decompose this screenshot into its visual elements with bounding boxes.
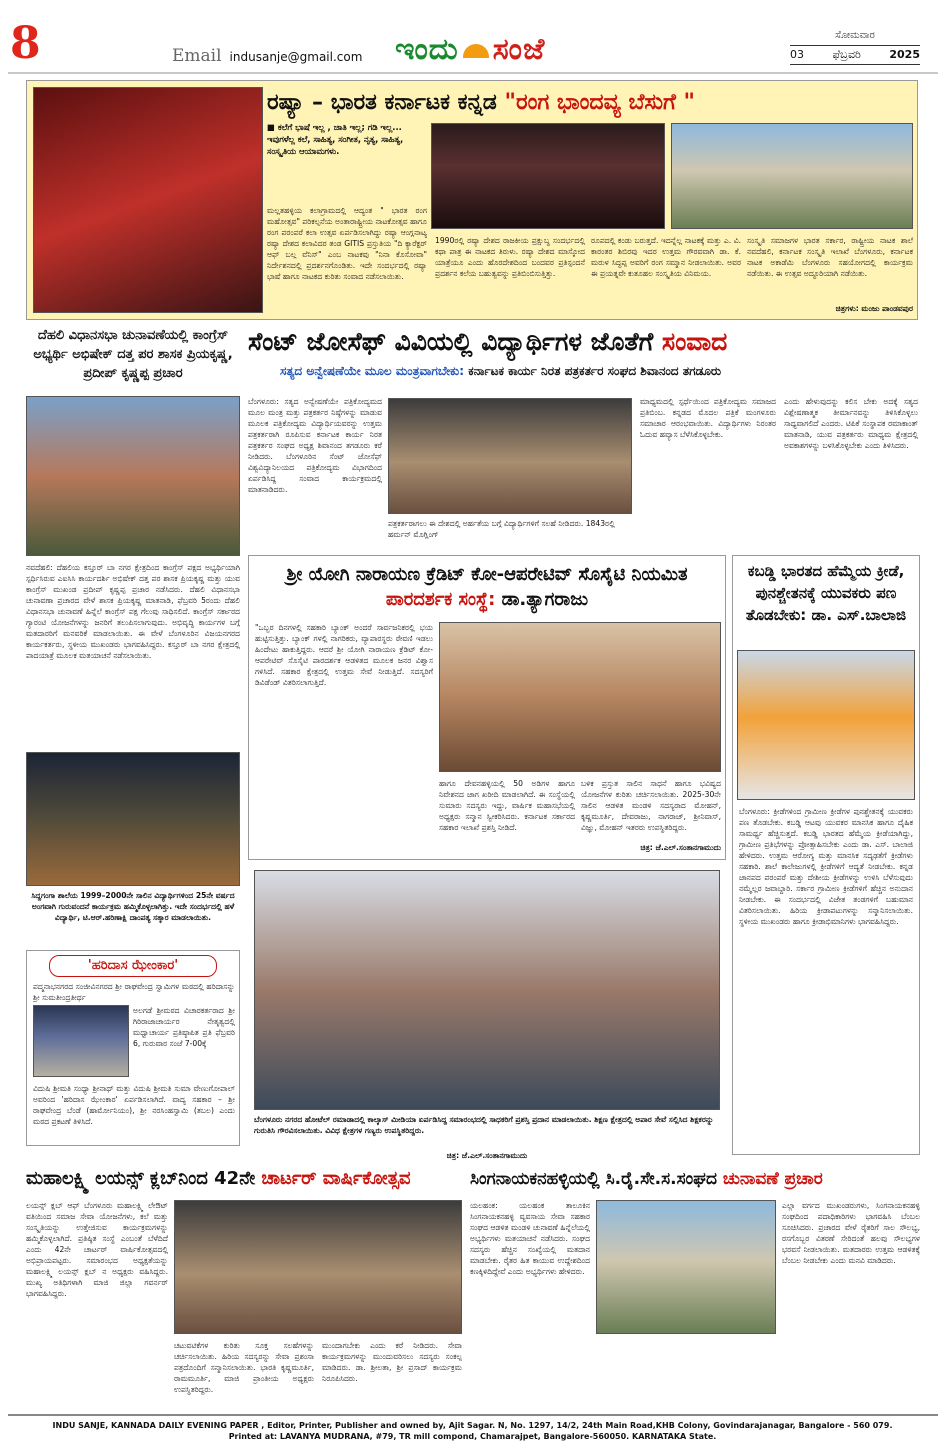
photo-kabaddi xyxy=(737,650,915,800)
story3-headline xyxy=(248,326,920,358)
story1-bullet: ■ ಕಲೆಗೆ ಭಾಷೆ ಇಲ್ಲ , ಜಾತಿ ಇಲ್ಲ; ಗಡಿ ಇಲ್ಲ... ಇವುಗಳೆಲ್ಲ ಕಲೆ, ಸಾಹಿತ್ಯ, ಸಂಗೀತ, ನೃತ್ಯ, ಸಾಹಿತ್ಯ, ಸಂಸ್ಕೃತಿಯ ಆಯಾಮಗಳು. xyxy=(267,122,404,156)
photo-society-award xyxy=(439,622,721,772)
story4-title-red: ಪಾರದರ್ಶಕ ಸಂಸ್ಥೆ: xyxy=(385,589,496,610)
story-st-joseph xyxy=(248,326,920,548)
story9-col2: ಚಟುವಟಿಕೆಗಳ ಕುರಿತು ಸೂಕ್ತ ಸಲಹೆಗಳನ್ನು ಚರ್ಚಿಸಲಾಯಿತು. ಹಿರಿಯ ಸದಸ್ಯರನ್ನು ಸೇವಾ ಪ್ರಶಂಸಾ ಪತ್ರದೊಂದಿಗೆ ಸನ್ಮಾನಿಸಲಾಯಿತು. ಭಾರತಿ ಕೃಷ್ಣಮೂರ್ತಿ, ರಾಮಮೂರ್ತಿ, ಮಾಜಿ ಪ್ರಾಂತೀಯ ಅಧ್ಯಕ್ಷರು ಉಪಸ್ಥಿತರಿದ್ದರು. xyxy=(174,1341,314,1394)
story10-title-red: ಚುನಾವಣೆ ಪ್ರಚಾರ xyxy=(722,1169,823,1189)
story-award xyxy=(248,866,726,1162)
story9-col3: ಮುಂದಾಗಬೇಕು ಎಂದು ಕರೆ ನೀಡಿದರು. ಸೇವಾ ಕಾರ್ಯಕ್ರಮಗಳನ್ನು ಮುಂದುವರಿಸಲು ಸದಸ್ಯರು ಸಂಕಲ್ಪ ಮಾಡಿದರು. ಡಾ. ಶ್ರೀಲತಾ, ಶ್ರೀ ಪ್ರಸಾದ್ ಕಾರ್ಯಕ್ರಮ ನಿರೂಪಿಸಿದರು. xyxy=(322,1341,462,1383)
story9-body: ಲಯನ್ಸ್ ಕ್ಲಬ್ ಆಫ್ ಬೆಂಗಳೂರು ಮಹಾಲಕ್ಷ್ಮಿ ಲೇಔಟ್ ವತಿಯಿಂದ ಸಮಾಜ ಸೇವಾ ಯೋಜನೆಗಳು, ಕಲೆ ಮತ್ತು ಸಂಸ್ಕೃತಿಯನ್ನು ಉತ್ತೇಜಿಸುವ ಕಾರ್ಯಕ್ರಮಗಳನ್ನು ಹಮ್ಮಿಕೊಳ್ಳಲಾಗಿದೆ. ಪ್ರತಿಷ್ಠಿತ ಸಂಸ್ಥೆ ಎಂಬಂತೆ ಬೆಳೆದಿದೆ ಎಂದು 42ನೇ ಚಾರ್ಟರ್ ವಾರ್ಷಿಕೋತ್ಸವದಲ್ಲಿ ಅಭಿಪ್ರಾಯಪಟ್ಟರು. ಸಮಾರಂಭದ ಅಧ್ಯಕ್ಷತೆಯನ್ನು ಮಹಾಲಕ್ಷ್ಮಿ ಲಯನ್ಸ್ ಕ್ಲಬ್ ನ ಅಧ್ಯಕ್ಷರು ವಹಿಸಿದ್ದರು. ಮುಖ್ಯ ಅತಿಥಿಗಳಾಗಿ ಮಾಜಿ ಜಿಲ್ಲಾ ಗವರ್ನರ್ ಭಾಗವಹಿಸಿದ್ದರು. xyxy=(26,1201,168,1298)
story4-col3: ಬಳಿಕ ಪ್ರಸ್ತುತ ಸಾಲಿನ ಸಾಧನೆ ಹಾಗೂ ಭವಿಷ್ಯದ ಯೋಜನೆಗಳ ಕುರಿತು ಚರ್ಚಿಸಲಾಯಿತು. 2025-30ನೇ ಸಾಲಿನ ಆಡಳಿತ ಮಂಡಳಿ ಸದಸ್ಯರಾದ ಮೋಹನ್, ಕೃಷ್ಣಮೂರ್ತಿ, ದೇವರಾಜು, ನಾಗರಾಜ್, ಶ್ರೀನಿವಾಸ್, ವಿಜ್ಞು, ಮೋಹನ್ ಇತರರು ಉಪಸ್ಥಿತರಿದ್ದರು. xyxy=(581,779,721,832)
story-russia-india xyxy=(26,80,918,320)
story10-title-black: ಸಿಂಗನಾಯಕನಹಳ್ಳಿಯಲ್ಲಿ ಸಿ.ರೈ.ಸೇ.ಸ.ಸಂಘದ xyxy=(470,1169,717,1189)
email-address: indusanje@gmail.com xyxy=(229,50,363,64)
story3-title-black: ಸೆಂಟ್ ಜೋಸೆಫ್ ವಿವಿಯಲ್ಲಿ ವಿದ್ಯಾರ್ಥಿಗಳ ಜೊತೆಗೆ xyxy=(248,327,654,356)
story3-subtitle xyxy=(248,362,920,380)
dateline xyxy=(790,30,920,65)
masthead-right: ಸಂಜೆ xyxy=(492,32,546,67)
story1-col2: 1990ರಲ್ಲಿ ರಷ್ಯಾ ದೇಶದ ರಾಜಕೀಯ ಪ್ರಕ್ಷುಬ್ಧ ಸಂದರ್ಭದಲ್ಲಿ ಕಥಾ ಪಾತ್ರ ಈ ನಾಟಕದ ತಿರುಳು. ರಷ್ಯಾ ದೇಶದ ಮಾಸ್ಕೋದ ಯಾತ್ರೆಯೂ ಎಂದು ಹೊರದೇಶದಿಂದ ಬಂದವರ ಪ್ರತಿಸ್ಪಂದನೆ ಪ್ರದರ್ಶನ ಕಲೆಯ ಬಹುತ್ವವನ್ನು ಪ್ರತಿಬಿಂಬಿಸುತ್ತಿತ್ತು. xyxy=(435,236,585,278)
story2-headline: ದೆಹಲಿ ವಿಧಾನಸಭಾ ಚುನಾವಣೆಯಲ್ಲಿ ಕಾಂಗ್ರೆಸ್ ಅಭ್ಯರ್ಥಿ ಅಭಿಷೇಕ್ ದತ್ತ ಪರ ಶಾಸಕ ಪ್ರಿಯಕೃಷ್ಣ, ಪ್ರದೀಪ್ ಕೃಷ್ಣಪ್ಪ ಪ್ರಚಾರ xyxy=(33,328,233,381)
story-lions-club xyxy=(26,1166,462,1410)
page-number: 8 xyxy=(10,18,41,69)
story1-title-red: "ರಂಗ ಭಾಂದವ್ಯ ಬೆಸುಗೆ " xyxy=(504,90,695,115)
story-delhi-election xyxy=(26,326,240,748)
masthead-left: ಇಂದು xyxy=(395,32,459,67)
story9-title-red: ಚಾರ್ಟರ್ ವಾರ್ಷಿಕೋತ್ಸವ xyxy=(261,1168,411,1189)
story-singanayakanahalli xyxy=(470,1166,920,1410)
story4-col2: ಹಾಗೂ ದೇವನಹಳ್ಳಿಯಲ್ಲಿ 50 ಅಡಿಗಳ ಹಾಗೂ ನಿವೇಶನದ ಜಾಗ ಖರೀದಿ ಮಾಡಲಾಗಿದೆ. ಈ ಸಂಸ್ಥೆಯಲ್ಲಿ ಸುಮಾರು ಸದಸ್ಯರು ಇದ್ದು, ವಾರ್ಷಿಕ ಮಹಾಸಭೆಯಲ್ಲಿ ಅಧ್ಯಕ್ಷರು ಸನ್ಮಾನ ಸ್ವೀಕರಿಸಿದರು. ಕರ್ನಾಟಕ ಸರ್ಕಾರದ ಸಹಕಾರ ಇಲಾಖೆ ಪ್ರಶಸ್ತಿ ನೀಡಿದೆ. xyxy=(439,779,575,832)
imprint-line-2: Printed at: LAVANYA MUDRANA, #79, TR mill compond, Chamarajpet, Bangalore-560050. KARNATAKA State. xyxy=(228,1432,717,1441)
story-kabaddi xyxy=(732,555,920,1155)
story-haridasa xyxy=(26,950,240,1146)
story3-photo-caption: ಪತ್ರಕರ್ತರಾಗಲು ಈ ದೇಶದಲ್ಲಿ ಅರ್ಹತೆಯ ಬಗ್ಗೆ ವಿದ್ಯಾರ್ಥಿಗಳಿಗೆ ಸಲಹೆ ನೀಡಿದರು. 1843ರಲ್ಲಿ ಹರ್ಮನ್ ಮೊಗ್ಲಿಂಗ್ xyxy=(388,519,615,539)
date-year: 2025 xyxy=(889,48,920,61)
date-month: ಫೆಬ್ರವರಿ xyxy=(832,48,861,61)
story3-col4: ಎಂದು ಹೇಳುವುದನ್ನು ಕಲಿಸ ಬೇಕು ಅದಕ್ಕೆ ಸತ್ಯದ ವಿಶ್ಲೇಷಣಾತ್ಮಕ ತೀರ್ಮಾನವನ್ನು ತಿಳಿಸಿಕೊಳ್ಳಲು ಸಾಧ್ಯವಾಗಲಿದೆ ಎಂದರು. ಟಿಪಿಕೆ ಸಂಸ್ಥಾಪಕ ರಮಾಕಾಂತ್ ಮಾತನಾಡಿ, ಯುವ ಪತ್ರಕರ್ತರು ಮಾಧ್ಯಮ ಕ್ಷೇತ್ರದಲ್ಲಿ ಅವಕಾಶಗಳನ್ನು ಬಳಸಿಕೊಳ್ಳಬೇಕು ಎಂದು ತಿಳಿಸಿದರು. xyxy=(784,397,918,450)
story7-headline: 'ಹರಿದಾಸ ಝೇಂಕಾರ' xyxy=(49,955,217,977)
photo-campaign-group xyxy=(596,1200,776,1334)
story4-headline xyxy=(249,556,725,612)
story5-body: ಬೆಂಗಳೂರು: ಕ್ರೀಡೆಗಳಿಂದ ಗ್ರಾಮೀಣ ಕ್ರೀಡೆಗಳ ಪುನಶ್ಚೇತನಕ್ಕೆ ಯುವಕರು ಪಣ ತೊಡಬೇಕು. ಕಬಡ್ಡಿ ಆಟವು ಯುವಕರ ಮಾನಸಿಕ ಹಾಗೂ ದೈಹಿಕ ಸಾಮರ್ಥ್ಯ ಹೆಚ್ಚಿಸುತ್ತದೆ. ಕಬಡ್ಡಿ ಭಾರತದ ಹೆಮ್ಮೆಯ ಕ್ರೀಡೆಯಾಗಿದ್ದು, ಗ್ರಾಮೀಣ ಪ್ರತಿಭೆಗಳನ್ನು ಪ್ರೋತ್ಸಾಹಿಸಬೇಕು ಎಂದು ಡಾ. ಎಸ್. ಬಾಲಾಜಿ ಹೇಳಿದರು. ಉತ್ತಮ ಆರೋಗ್ಯ ಮತ್ತು ಮಾನಸಿಕ ಸದೃಢತೆಗೆ ಕ್ರೀಡೆಗಳು ಸಹಕಾರಿ. ಶಾಲೆ ಕಾಲೇಜುಗಳಲ್ಲಿ ಕ್ರೀಡೆಗಳಿಗೆ ಆದ್ಯತೆ ನೀಡಬೇಕು. ಕನ್ನಡ ಜಾನಪದ ಪರಂಪರೆ ಮತ್ತು ದೇಶೀಯ ಕ್ರೀಡೆಗಳನ್ನು ಉಳಿಸಿ ಬೆಳೆಸುವುದು ನಮ್ಮೆಲ್ಲರ ಜವಾಬ್ದಾರಿ. ಸರ್ಕಾರ ಗ್ರಾಮೀಣ ಕ್ರೀಡೆಗಳಿಗೆ ಹೆಚ್ಚಿನ ಅನುದಾನ ನೀಡಬೇಕು. ಈ ಸಂದರ್ಭದಲ್ಲಿ ವಿಜೇತ ತಂಡಗಳಿಗೆ ಬಹುಮಾನ ವಿತರಿಸಲಾಯಿತು. ಹಿರಿಯ ಕ್ರೀಡಾಪಟುಗಳನ್ನು ಸನ್ಮಾನಿಸಲಾಯಿತು. ಸ್ಥಳೀಯ ಮುಖಂಡರು ಹಾಗೂ ಕ್ರೀಡಾಭಿಮಾನಿಗಳು ಭಾಗವಹಿಸಿದ್ದರು. xyxy=(739,807,913,926)
story10-col1: ಯಲಹಂಕ: ಯಲಹಂಕ ತಾಲೂಕಿನ ಸಿಂಗನಾಯಕನಹಳ್ಳಿ ವ್ಯವಸಾಯ ಸೇವಾ ಸಹಕಾರ ಸಂಘದ ಆಡಳಿತ ಮಂಡಳಿ ಚುನಾವಣೆ ಹಿನ್ನೆಲೆಯಲ್ಲಿ ಅಭ್ಯರ್ಥಿಗಳು ಮತಯಾಚನೆ ನಡೆಸಿದರು. ಸಂಘದ ಸದಸ್ಯರು ಹೆಚ್ಚಿನ ಸಂಖ್ಯೆಯಲ್ಲಿ ಮತದಾನ ಮಾಡಬೇಕು. ರೈತರ ಹಿತ ಕಾಯುವ ಉದ್ದೇಶದಿಂದ ಕಣಕ್ಕಿಳಿದಿದ್ದೇವೆ ಎಂದು ಅಭ್ಯರ್ಥಿಗಳು ಹೇಳಿದರು. xyxy=(470,1201,590,1276)
story4-col1: "ಒಬ್ಬರ ದಿನಗಳಲ್ಲಿ ಸಹಕಾರಿ ಬ್ಯಾಂಕ್ ಅಂದರೆ ಸಾರ್ವಜನಿಕರಲ್ಲಿ ಭಯ ಹುಟ್ಟಿಸುತ್ತಿತ್ತು. ಬ್ಯಾಂಕ್ ಗಳಲ್ಲಿ ನಾಗರಿಕರು, ವ್ಯಾಪಾರಸ್ಥರು ಠೇವಣಿ ಇಡಲು ಹಿಂದೇಟು ಹಾಕುತ್ತಿದ್ದರು. ಆದರೆ ಶ್ರೀ ಯೋಗಿ ನಾರಾಯಣ ಕ್ರೆಡಿಟ್ ಕೋ-ಆಪರೇಟಿವ್ ಸೊಸೈಟಿ ಪಾರದರ್ಶಕ ಆಡಳಿತದ ಮೂಲಕ ಜನರ ವಿಶ್ವಾಸ ಗಳಿಸಿದೆ. ಸಹಕಾರ ಕ್ಷೇತ್ರದಲ್ಲಿ ಉತ್ತಮ ಸೇವೆ ನೀಡುತ್ತಿದೆ. ಸದಸ್ಯರಿಗೆ ಡಿವಿಡೆಂಡ್ ವಿತರಿಸಲಾಗುತ್ತಿದೆ. xyxy=(255,623,433,687)
story5-headline: ಕಬಡ್ಡಿ ಭಾರತದ ಹೆಮ್ಮೆಯ ಕ್ರೀಡೆ, ಪುನಶ್ಚೇತನಕ್ಕೆ ಯುವಕರು ಪಣ ತೊಡಬೇಕು: ಡಾ. ಎಸ್.ಬಾಲಾಜಿ xyxy=(745,562,907,624)
dateline-day: ಸೋಮವಾರ xyxy=(835,30,875,41)
sun-icon xyxy=(463,44,489,58)
story3-col1: ಬೆಂಗಳೂರು: ಸತ್ಯದ ಅನ್ವೇಷಣೆಯೇ ಪತ್ರಿಕೋದ್ಯಮದ ಮೂಲ ಮಂತ್ರ ಮತ್ತು ಪತ್ರಕರ್ತರ ನಿಷ್ಠೆಗಳನ್ನು ಮಾಡುವ ಮೂಲಕ ಪತ್ರಿಕೋದ್ಯಮ ವಿದ್ಯಾರ್ಥಿಯವರನ್ನು ಉತ್ತಮ ಪತ್ರಕರ್ತರಾಗಿ ರೂಪಿಸುವ ಕರ್ನಾಟಕ ಕಾರ್ಯ ನಿರತ ಪತ್ರಕರ್ತರ ಸಂಘದ ಅಧ್ಯಕ್ಷ ಶಿವಾನಂದ ತಗಡೂರು ಕರೆ ನೀಡಿದರು. ಬೆಂಗಳೂರಿನ ಸೆಂಟ್ ಜೋಸೆಫ್ ವಿಶ್ವವಿದ್ಯಾನಿಲಯದ ಪತ್ರಿಕೋದ್ಯಮ ವಿಭಾಗದಿಂದ ಏರ್ಪಡಿಸಿದ್ದ ಸಂವಾದ ಕಾರ್ಯಕ್ರಮದಲ್ಲಿ ಮಾತನಾಡಿದರು. xyxy=(248,397,382,494)
story3-subtitle-black: ಕರ್ನಾಟಕ ಕಾರ್ಯ ನಿರತ ಪತ್ರಕರ್ತರ ಸಂಘದ ಶಿವಾನಂದ ತಗಡೂರು xyxy=(468,364,722,378)
dateline-date xyxy=(790,45,920,65)
story4-title-black: ಶ್ರೀ ಯೋಗಿ ನಾರಾಯಣ ಕ್ರೆಡಿಟ್ ಕೋ-ಆಪರೇಟಿವ್ ಸೊಸೈಟಿ ನಿಯಮಿತ xyxy=(286,564,688,585)
story9-title-black: ಮಹಾಲಕ್ಷ್ಮಿ ಲಯನ್ಸ್ ಕ್ಲಬ್‌ನಿಂದ 42ನೇ xyxy=(26,1168,256,1189)
story1-col4: ಸಂಸ್ಕೃತಿ ಸಮಾಜಗಳ ಭಾರತ ಸರ್ಕಾರ, ರಾಷ್ಟ್ರೀಯ ನಾಟಕ ಶಾಲೆ ನವದೆಹಲಿ, ಕರ್ನಾಟಕ ಸಂಸ್ಕೃತಿ ಇಲಾಖೆ ಬೆಂಗಳೂರು, ಕರ್ನಾಟಕ ನಾಟಕ ಅಕಾಡೆಮಿ ಬೆಂಗಳೂರು ಸಹಯೋಗದಲ್ಲಿ ಕಾರ್ಯಕ್ರಮ ನಡೆಯಿತು. ಈ ಉತ್ಸವ ಅದ್ಧೂರಿಯಾಗಿ ನಡೆಯಿತು. xyxy=(747,236,913,278)
story1-headline xyxy=(267,89,917,117)
imprint-line-1: INDU SANJE, KANNADA DAILY EVENING PAPER , Editor, Printer, Publisher and owned by, Ajit Sagar. N, No. 1297, 14/2, 24th Main Road,KHB Colony, Govindarajanagar, Bangalore - 560 079. xyxy=(52,1421,893,1430)
story1-col1: ಮಲ್ಲತಹಳ್ಳಿಯ ಕಲಾಗ್ರಾಮದಲ್ಲಿ ಆದ್ಯಂತ " ಭಾರತ ರಂಗ ಮಹೋತ್ಸವ" ಪರಿಕಲ್ಪನೆಯ ಅಂತಾರಾಷ್ಟ್ರೀಯ ನಾಟಕೋತ್ಸವ ಹಾಗೂ ರಂಗ ಪರಂಪರೆ ಕಲಾ ಉತ್ಸವ ಏರ್ಪಡಿಸಲಾಗಿದ್ದು ರಷ್ಯಾ ಆಂಗ್ಲನಾಟ್ಯ ರಷ್ಯಾ ದೇಶದ ಕಲಾವಿದರ ತಂಡ GITIS ಪ್ರಸ್ತುತಿಯ "ದಿ ಕ್ಯಾರೆಕ್ಟರ್ ಆಫ್ ಬಲ್ಗ ವೆನಿಸ್" ಎಂಬ ನಾಟಕವು "ನಿನಾ ಕೊಸೋವಾ" ನಿರ್ದೇಶನದಲ್ಲಿ ಪ್ರದರ್ಶನಗೊಂಡಿತು. ಇದೇ ಸಂದರ್ಭದಲ್ಲಿ ರಷ್ಯಾ ಭಾಷೆ ಹಾಗೂ ನಾಟಕದ ಕುರಿತು ಸಂವಾದ ನಡೆಸಲಾಯಿತು. xyxy=(267,206,427,281)
photo-stage xyxy=(431,123,665,229)
story6-caption: ಸಿದ್ದಗಂಗಾ ಶಾಲೆಯ 1999–2000ನೇ ಸಾಲಿನ ವಿದ್ಯಾರ್ಥಿಗಳಿಂದ 25ನೇ ವರ್ಷದ ಅಂಗವಾಗಿ ಗುರುವಂದನೆ ಕಾರ್ಯಕ್ರಮ ಹಮ್ಮಿಕೊಳ್ಳಲಾಗಿತ್ತು. ಇದೇ ಸಂದರ್ಭದಲ್ಲಿ ಹಳೆ ವಿದ್ಯಾರ್ಥಿ, ಟಿ.ಆರ್.ಹರಿಣಾಕ್ಷಿ ದಾಂಪತ್ಯ ಸತ್ಕಾರ ಮಾಡಲಾಯಿತು. xyxy=(31,891,235,922)
story1-title-black: ರಷ್ಯಾ – ಭಾರತ ಕರ್ನಾಟಕ ಕನ್ನಡ xyxy=(267,90,497,115)
footer-rule xyxy=(8,1414,938,1416)
imprint xyxy=(0,1420,945,1442)
story3-subtitle-blue: ಸತ್ಯದ ಅನ್ವೇಷಣೆಯೇ ಮೂಲ ಮಂತ್ರವಾಗಬೇಕು: xyxy=(280,364,465,378)
date-day: 03 xyxy=(790,48,804,61)
story4-title-end: ಡಾ.ತ್ಯಾಗರಾಜು xyxy=(501,589,589,610)
story1-credit: ಚಿತ್ರಗಳು: ಮಂಜು ಪಾಂಡವಪುರ xyxy=(835,304,913,313)
story8-credit: ಚಿತ್ರ: ಜೆ.ಎಲ್.ಸಂತಾನಗಾಮುದು xyxy=(446,1151,528,1160)
story10-headline xyxy=(470,1166,920,1192)
photo-school xyxy=(26,752,240,886)
photo-campaign xyxy=(26,396,240,556)
masthead-logo xyxy=(395,32,545,67)
story1-col3: ರೂಪದಲ್ಲಿ ಕಂಡು ಬರುತ್ತದೆ. ಇದನ್ನೆಲ್ಲ ನಾಟಕಕ್ಕೆ ಮತ್ತು ಎ. ವಿ. ಕಾರಂತರ ಶಿಬಿರವು ಇದರ ಉತ್ತಮ ಗೌರವವಾಗಿ ಡಾ. ಕೆ. ಮರುಳ ಸಿದ್ಧಪ್ಪ ಅವರಿಗೆ ರಂಗ ಸಮ್ಮಾನ ನೀಡಲಾಯಿತು. ಅವರ ಈ ಪ್ರಯತ್ನವೇ ಕುತೂಹಲ ಸಂಸ್ಕೃತಿಯ ವಿನಿಮಯ. xyxy=(591,236,741,278)
story3-col3: ಮಾಧ್ಯಮದಲ್ಲಿ ಸ್ಪರ್ಧೆಯಿಂದ ಪತ್ರಿಕೋದ್ಯಮ ಸಮಾಜದ ಪ್ರತಿಬಿಂಬ. ಕನ್ನಡದ ಮೊದಲ ಪತ್ರಿಕೆ ಮಂಗಳೂರು ಸಮಾಚಾರ ಆರಂಭವಾಯಿತು. ವಿದ್ಯಾರ್ಥಿಗಳು ನಿರಂತರ ಓದುವ ಹವ್ಯಾಸ ಬೆಳೆಸಿಕೊಳ್ಳಬೇಕು. xyxy=(640,397,776,439)
header-rule xyxy=(8,72,938,74)
story7-intro: ಪದ್ಮನಾಭನಗರದ ಸಂಜೀವಿನಗರದ ಶ್ರೀ ರಾಘವೇಂದ್ರ ಸ್ವಾಮಿಗಳ ಮಠದಲ್ಲಿ ಹರಿದಾಸನ್ನು ಶ್ರೀ ಸುಮತೀಂದ್ರತೀರ್ಥ xyxy=(33,982,235,1002)
story-school-reunion xyxy=(26,752,240,944)
story9-headline xyxy=(26,1166,462,1192)
story8-caption: ಬೆಂಗಳೂರು ನಗರದ ಹೋಟೆಲ್ ರಮಾಡಾದಲ್ಲಿ ಕಾಲ್ಕಾಸ್ ಮೀಡಿಯಾ ಏರ್ಪಡಿಸಿದ್ದ ಸಮಾರಂಭದಲ್ಲಿ ಸಾಧಕರಿಗೆ ಪ್ರಶಸ್ತಿ ಪ್ರದಾನ ಮಾಡಲಾಯಿತು. ಶಿಕ್ಷಣ ಕ್ಷೇತ್ರದಲ್ಲಿ ಅಪಾರ ಸೇವೆ ಸಲ್ಲಿಸಿದ ಶಿಕ್ಷಕರನ್ನು ಗುರುತಿಸಿ ಗೌರವಿಸಲಾಯಿತು. ವಿವಿಧ ಕ್ಷೇತ್ರಗಳ ಗಣ್ಯರು ಉಪಸ್ಥಿತರಿದ್ದರು. xyxy=(254,1115,714,1135)
email-line xyxy=(172,46,362,66)
email-label: Email xyxy=(172,46,222,66)
story2-body: ನವದೆಹಲಿ: ದೆಹಲಿಯ ಕಸ್ತೂರ್ ಬಾ ನಗರ ಕ್ಷೇತ್ರದಿಂದ ಕಾಂಗ್ರೆಸ್ ಪಕ್ಷದ ಅಭ್ಯರ್ಥಿಯಾಗಿ ಸ್ಪರ್ಧಿಸಿರುವ ಎಐಸಿಸಿ ಕಾರ್ಯದರ್ಶಿ ಅಭಿಷೇಕ್ ದತ್ತ ಪರ ಶಾಸಕ ಪ್ರಿಯಕೃಷ್ಣ ಮತ್ತು ಯುವ ಕಾಂಗ್ರೆಸ್ ಮುಖಂಡ ಪ್ರದೀಪ್ ಕೃಷ್ಣಪ್ಪ ಪ್ರಚಾರ ನಡೆಸಿದರು. ದೆಹಲಿ ವಿಧಾನಸಭಾ ಚುನಾವಣಾ ಪ್ರಚಾರದ ವೇಳೆ ಶಾಸಕ ಪ್ರಿಯಕೃಷ್ಣ ಮಾತನಾಡಿ, ಫೆಬ್ರವರಿ 5ರಂದು ದೆಹಲಿ ವಿಧಾನಸಭಾ ಚುನಾವಣೆ ಹಿನ್ನೆಲೆ ಕಾಂಗ್ರೆಸ್ ಪಕ್ಷ ಗೆಲುವು ಸಾಧಿಸಲಿದೆ. ಕಾಂಗ್ರೆಸ್ ಸರ್ಕಾರದ ಗ್ಯಾರಂಟಿ ಯೋಜನೆಗಳನ್ನು ಜನರಿಗೆ ತಲುಪಿಸಲಾಗುವುದು. ಅಭಿವೃದ್ಧಿ ಕಾರ್ಯಗಳ ಬಗ್ಗೆ ಮತದಾರರಿಗೆ ಮನವರಿಕೆ ಮಾಡಲಾಯಿತು. ಈ ವೇಳೆ ಬೆಂಗಳೂರಿನ ವಿಜಯನಗರದ ಕಾರ್ಯಕರ್ತರು, ಸ್ಥಳೀಯ ಮುಖಂಡರು ಭಾಗವಹಿಸಿದ್ದರು. ಕಸ್ತೂರ್ ಬಾ ನಗರ ಕ್ಷೇತ್ರದಲ್ಲಿ ಪಾದಯಾತ್ರೆ ಮೂಲಕ ಮತಯಾಚನೆ ನಡೆಸಲಾಯಿತು. xyxy=(26,563,240,660)
story7-side: ಅಲಗಡೆ ಶ್ರೀಮಠದ ವಿಚಾರಕರ್ತರಾದ ಶ್ರೀ ಗಿರಿರಾಜಾಚಾರ್ಯರ ನೇತೃತ್ವದಲ್ಲಿ ಮಧ್ವಾಚಾರ್ಯ ಪ್ರತಿಷ್ಠಾಪಿತ ಪ್ರತಿ ಫೆಬ್ರವರಿ 6, ಗುರುವಾರ ಸಂಜೆ 7-00ಕ್ಕೆ xyxy=(133,1006,235,1048)
photo-actors xyxy=(33,87,263,313)
photo-st-joseph xyxy=(388,398,632,514)
story-credit-society xyxy=(248,555,726,860)
story4-credit: ಚಿತ್ರ: ಜೆ.ಎಲ್.ಸಂತಾನಗಾಮುದು xyxy=(640,843,721,852)
photo-festival xyxy=(671,123,913,229)
photo-lions-stage xyxy=(174,1200,462,1334)
story10-col3: ಎಲ್ಲಾ ವರ್ಗದ ಮುಖಂಡರುಗಳು, ಸಿಂಗನಾಯಕನಹಳ್ಳಿ ಸಂಘದಿಂದ ಪದಾಧಿಕಾರಿಗಳು ಭಾಗವಹಿಸಿ ಬೆಂಬಲ ಸೂಚಿಸಿದರು. ಪ್ರಚಾರದ ವೇಳೆ ರೈತರಿಗೆ ಸಾಲ ಸೌಲಭ್ಯ, ರಸಗೊಬ್ಬರ ವಿತರಣೆ ಸೇರಿದಂತೆ ಹಲವು ಸೌಲಭ್ಯಗಳ ಭರವಸೆ ನೀಡಲಾಯಿತು. ಮತದಾರರು ಉತ್ತಮ ಆಡಳಿತಕ್ಕೆ ಬೆಂಬಲ ನೀಡಬೇಕು ಎಂದು ಮನವಿ ಮಾಡಿದರು. xyxy=(782,1201,920,1265)
photo-award-ceremony xyxy=(254,870,720,1110)
story7-body: ವಿದುಷಿ ಶ್ರೀಮತಿ ಸಂಧ್ಯಾ ಶ್ರೀನಾಥ್ ಮತ್ತು ವಿದುಷಿ ಶ್ರೀಮತಿ ಸುಮಾ ವೇಣುಗೋಪಾಲ್ ಅವರಿಂದ 'ಹರಿದಾಸ ಝೇಂಕಾರ' ಏರ್ಪಡಿಸಲಾಗಿದೆ. ವಾದ್ಯ ಸಹಕಾರ – ಶ್ರೀ ರಾಘವೇಂದ್ರ ಬೆಂಡೆ (ಹಾರ್ಮೋನಿಯಂ), ಶ್ರೀ ನರಸಿಂಹಸ್ವಾಮಿ (ತಬಲ) ಎಂದು ಮಠದ ಪ್ರಕಟಣೆ ತಿಳಿಸಿದೆ. xyxy=(33,1084,235,1126)
photo-singer xyxy=(33,1005,129,1077)
story3-title-red: ಸಂವಾದ xyxy=(661,327,728,356)
